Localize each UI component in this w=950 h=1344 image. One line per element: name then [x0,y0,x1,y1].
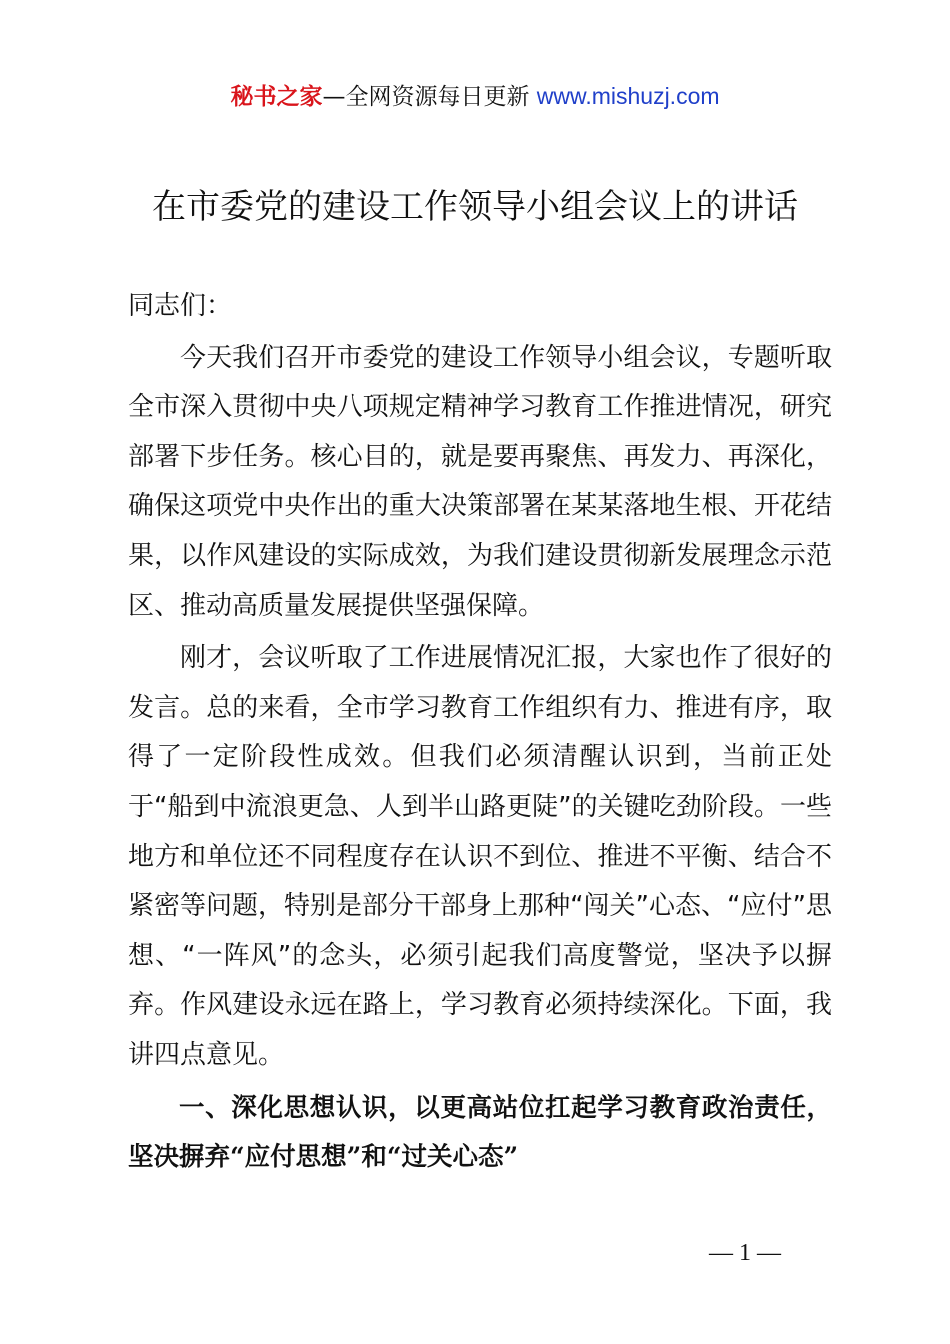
page-number: — 1 — [709,1240,781,1266]
document-body [128,282,832,1183]
paragraph-assessment: 刚才，会议听取了工作进展情况汇报，大家也作了很好的发言。总的来看，全市学习教育工作组织有力、推进有序，取得了一定阶段性成效。但我们必须清醒认识到，当前正处于“船到中流浪更急、人到半山路更陡”的关键吃劲阶段。一些地方和单位还不同程度存在认识不到位、推进不平衡、结合不紧密等问题，特别是部分干部身上那种“闯关”心态、“应付”思想、“一阵风”的念头，必须引起我们高度警觉，坚决予以摒弃。作风建设永远在路上，学习教育必须持续深化。下面，我讲四点意见。 [128,643,832,1070]
paragraph-opening: 今天我们召开市委党的建设工作领导小组会议，专题听取全市深入贯彻中央八项规定精神学习教育工作推进情况，研究部署下步任务。核心目的，就是要再聚焦、再发力、再深化，确保这项党中央作出的重大决策部署在某某落地生根、开花结果，以作风建设的实际成效，为我们建设贯彻新发展理念示范区、推动高质量发展提供坚强保障。 [128,342,832,621]
salutation: 同志们： [128,291,233,321]
banner-website-link[interactable]: www.mishuzj.com [536,83,720,109]
site-banner [0,78,950,115]
section-heading-1: 一、深化思想认识，以更高站位扛起学习教育政治责任，坚决摒弃“应付思想”和“过关心态” [128,1092,832,1173]
document-title: 在市委党的建设工作领导小组会议上的讲话 [152,187,798,227]
banner-brand: 秘书之家 [230,84,323,110]
banner-slogan: —全网资源每日更新 [322,84,537,110]
